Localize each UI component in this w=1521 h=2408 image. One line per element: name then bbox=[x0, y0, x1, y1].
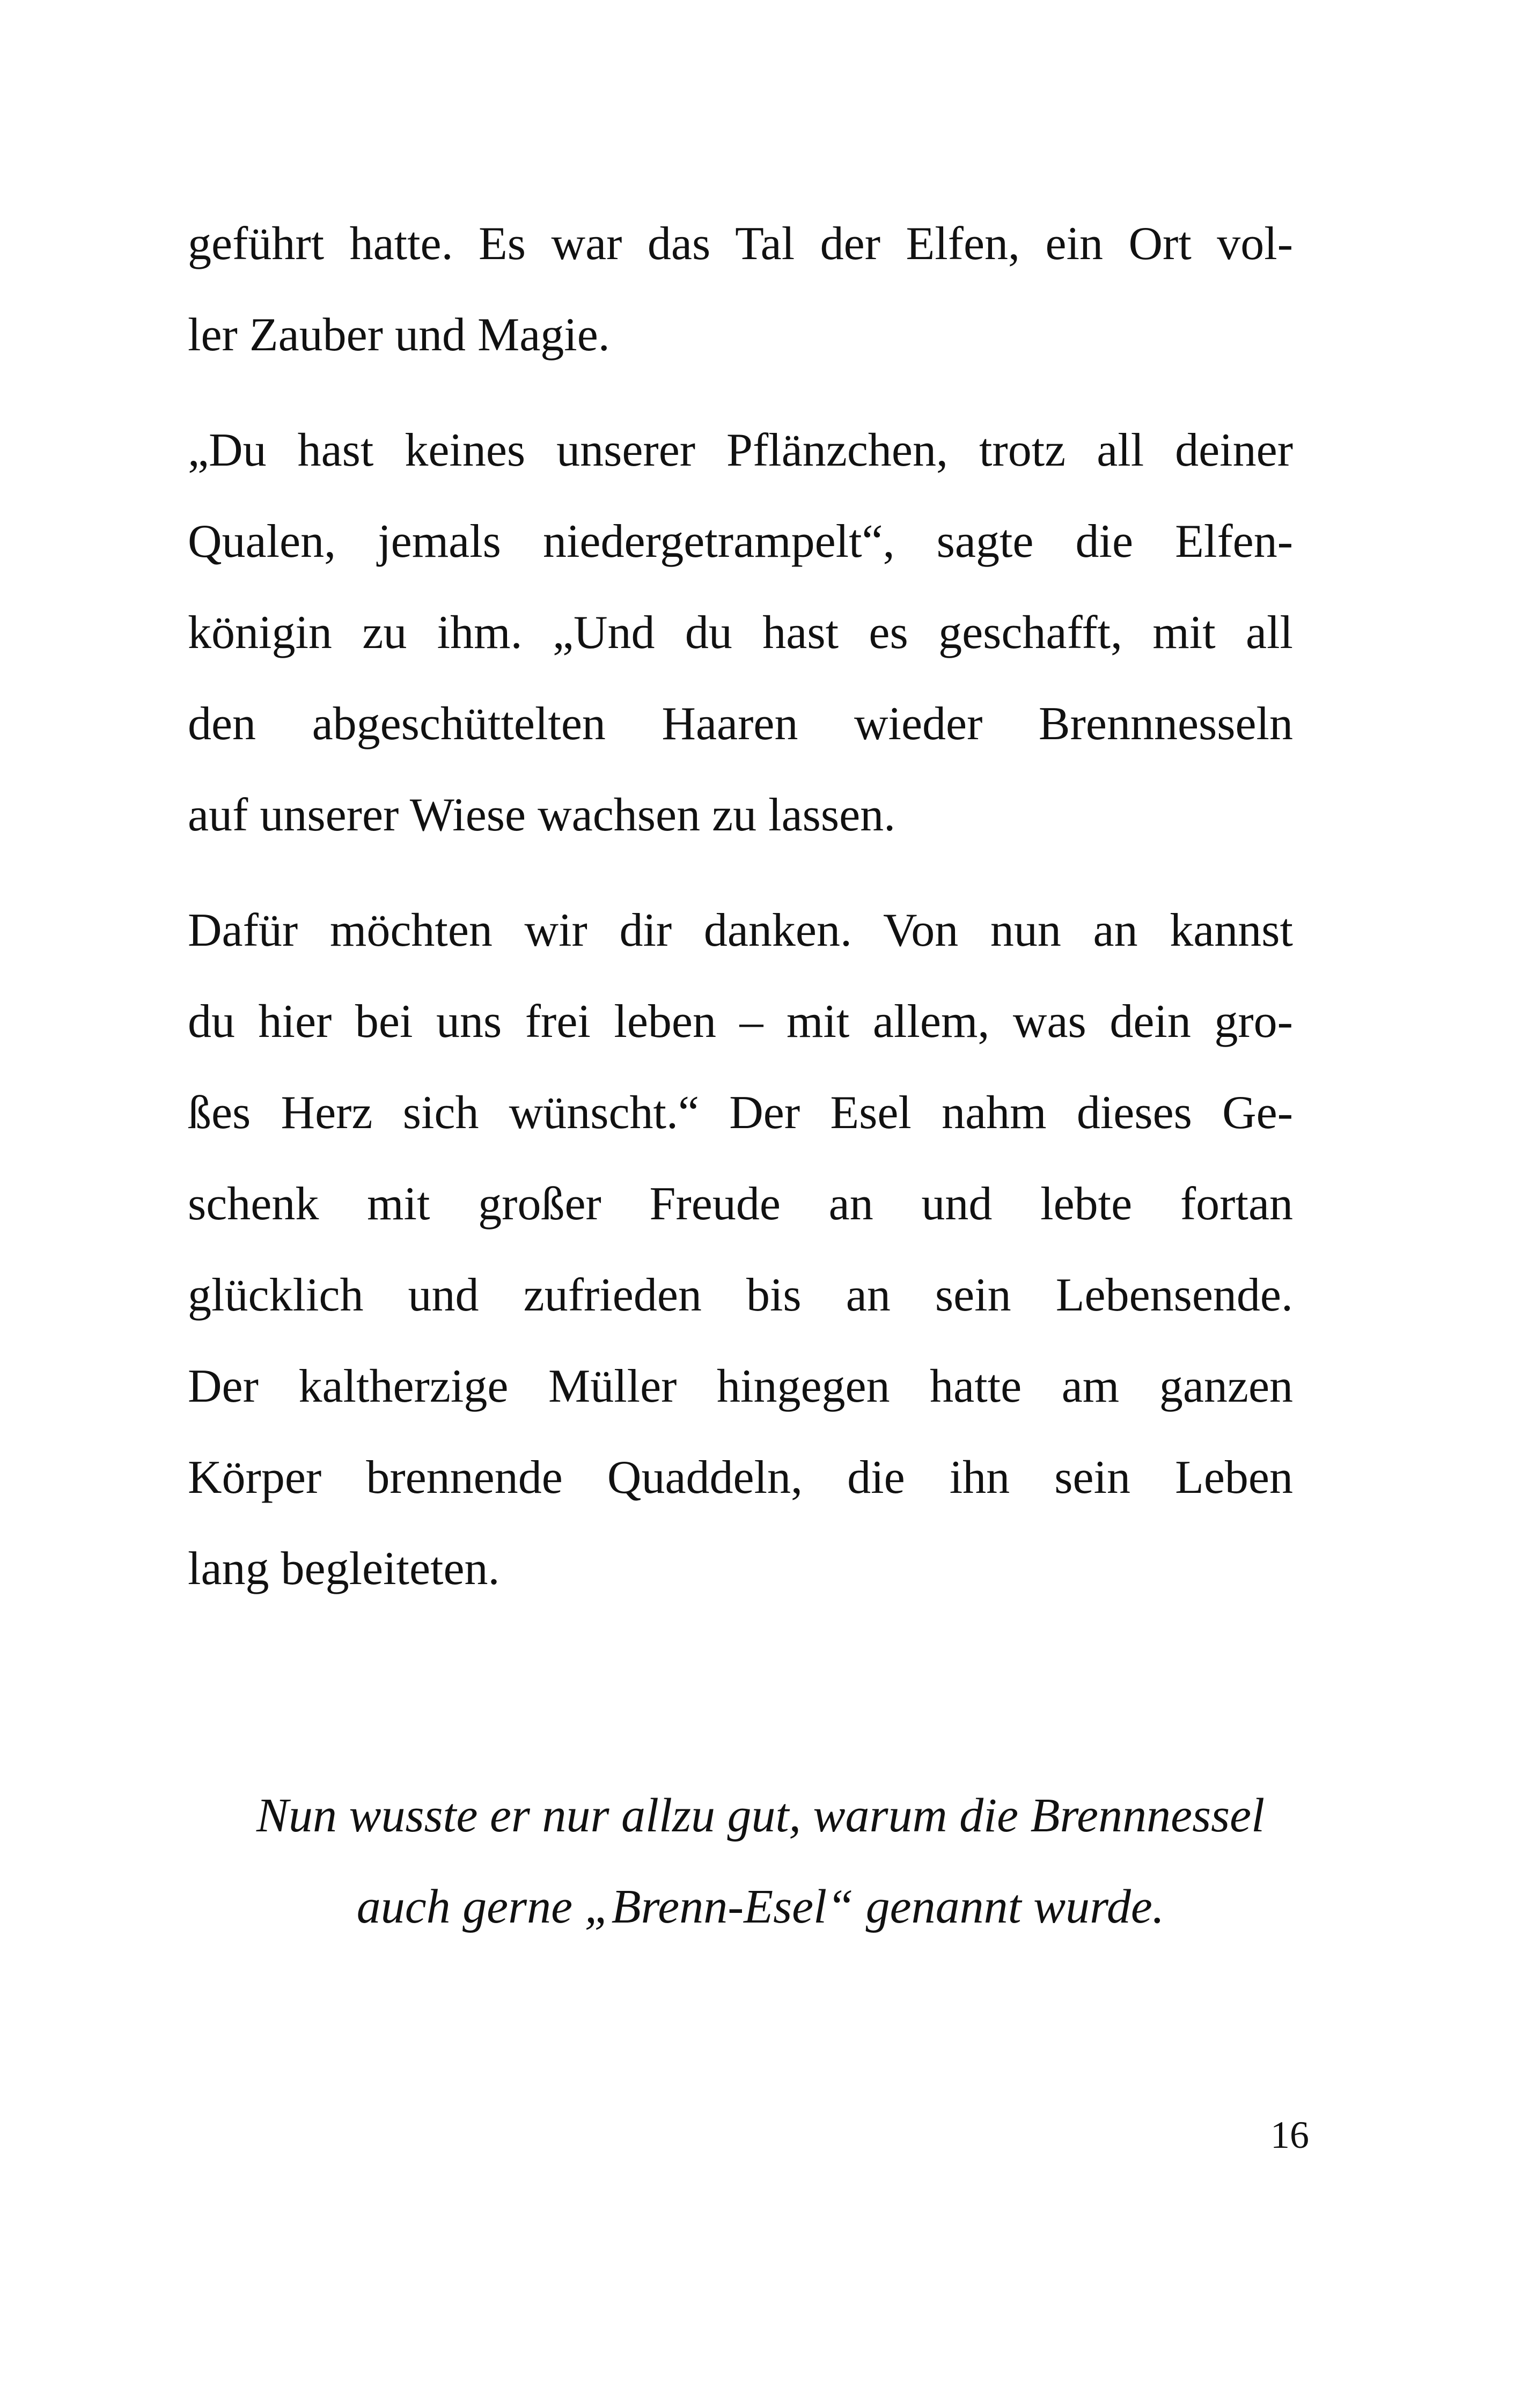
text-line: glücklich und zufrieden bis an sein Lebensende. bbox=[188, 1269, 1293, 1321]
text-line: geführt hatte. Es war das Tal der Elfen, ein Ort vol- bbox=[188, 218, 1293, 270]
text-line: königin zu ihm. „Und du hast es geschafft, mit all bbox=[188, 607, 1293, 659]
text-line: auf unserer Wiese wachsen zu lassen. bbox=[188, 789, 896, 841]
text-line: den abgeschüttelten Haaren wieder Brennnesseln bbox=[188, 698, 1293, 750]
text-line: Körper brennende Quaddeln, die ihn sein Leben bbox=[188, 1452, 1293, 1504]
text-line: ßes Herz sich wünscht.“ Der Esel nahm dieses Ge- bbox=[188, 1087, 1293, 1139]
text-line: du hier bei uns frei leben – mit allem, was dein gro- bbox=[188, 996, 1293, 1048]
page-number: 16 bbox=[1270, 2114, 1309, 2156]
text-line: Qualen, jemals niedergetrampelt“, sagte die Elfen- bbox=[188, 516, 1293, 568]
paragraph-gap bbox=[188, 861, 1293, 885]
text-line: schenk mit großer Freude an und lebte fortan bbox=[188, 1178, 1293, 1230]
body-text bbox=[188, 198, 1293, 1615]
text-line: Dafür möchten wir dir danken. Von nun an kannst bbox=[188, 904, 1293, 956]
closing-line: auch gerne „Brenn-Esel“ genannt wurde. bbox=[356, 1880, 1165, 1933]
text-line: „Du hast keines unserer Pflänzchen, trotz all deiner bbox=[188, 424, 1293, 476]
paragraph-2 bbox=[188, 405, 1293, 861]
paragraph-gap bbox=[188, 381, 1293, 405]
text-line: Der kaltherzige Müller hingegen hatte am ganzen bbox=[188, 1360, 1293, 1412]
text-line: lang begleiteten. bbox=[188, 1543, 500, 1595]
paragraph-3 bbox=[188, 885, 1293, 1615]
closing-line: Nun wusste er nur allzu gut, warum die Brennnessel bbox=[256, 1789, 1265, 1842]
text-line: ler Zauber und Magie. bbox=[188, 309, 610, 361]
closing-remark bbox=[0, 1770, 1521, 1953]
paragraph-1 bbox=[188, 198, 1293, 381]
